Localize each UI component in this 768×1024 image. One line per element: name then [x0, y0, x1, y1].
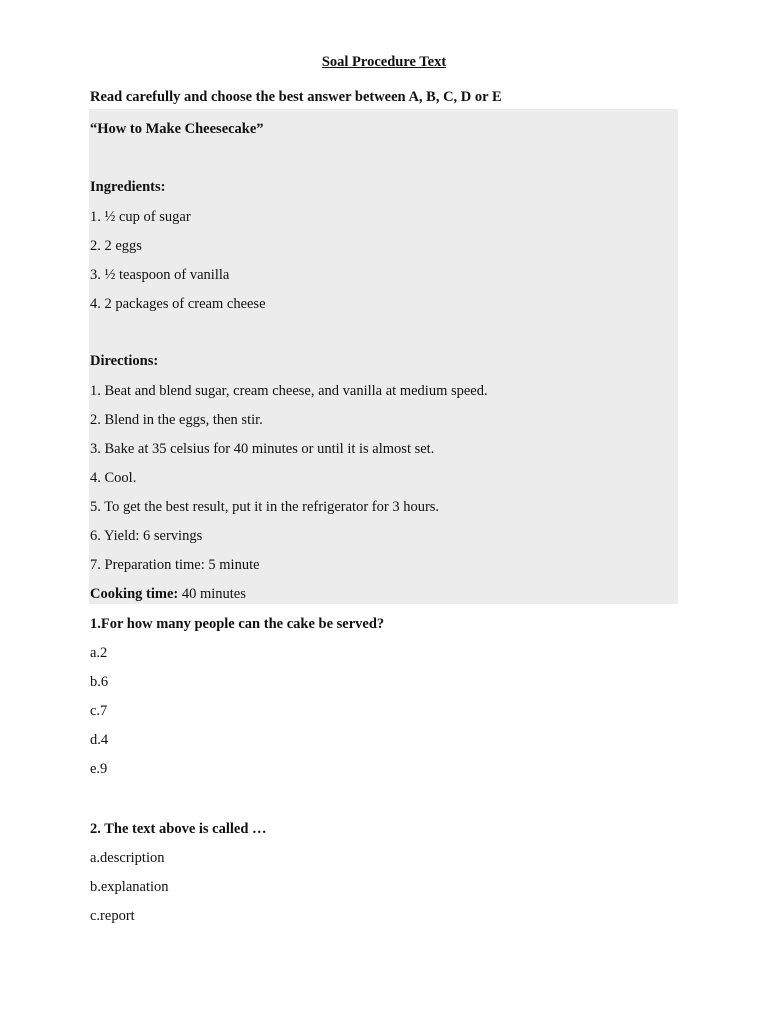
ingredient-item: 4. 2 packages of cream cheese: [90, 296, 266, 312]
ingredient-item: 2. 2 eggs: [90, 238, 142, 254]
direction-step: 2. Blend in the eggs, then stir.: [90, 412, 263, 428]
answer-option: b.explanation: [90, 879, 169, 895]
page-title: Soal Procedure Text: [321, 54, 447, 70]
answer-option: a.description: [90, 850, 165, 866]
ingredients-label: Ingredients:: [90, 179, 166, 195]
cooking-time-value: 40 minutes: [178, 586, 246, 602]
cooking-time-line: [90, 585, 246, 603]
direction-step: 7. Preparation time: 5 minute: [90, 557, 260, 573]
ingredient-item: 3. ½ teaspoon of vanilla: [90, 267, 230, 283]
question-text: 1.For how many people can the cake be served?: [90, 616, 385, 632]
answer-option: e.9: [90, 761, 108, 777]
direction-step: 6. Yield: 6 servings: [90, 528, 203, 544]
instruction-text: Read carefully and choose the best answer between A, B, C, D or E: [90, 89, 502, 105]
answer-option: d.4: [90, 732, 109, 748]
direction-step: 4. Cool.: [90, 470, 137, 486]
directions-label: Directions:: [90, 353, 159, 369]
question-text: 2. The text above is called …: [90, 821, 267, 837]
cooking-time-label: Cooking time:: [90, 586, 179, 602]
ingredient-item: 1. ½ cup of sugar: [90, 209, 191, 225]
direction-step: 1. Beat and blend sugar, cream cheese, and vanilla at medium speed.: [90, 383, 488, 399]
direction-step: 5. To get the best result, put it in the refrigerator for 3 hours.: [90, 499, 440, 515]
direction-step: 3. Bake at 35 celsius for 40 minutes or until it is almost set.: [90, 441, 435, 457]
recipe-heading: “How to Make Cheesecake”: [90, 121, 264, 137]
answer-option: b.6: [90, 674, 109, 690]
answer-option: a.2: [90, 645, 108, 661]
answer-option: c.report: [90, 908, 135, 924]
answer-option: c.7: [90, 703, 108, 719]
